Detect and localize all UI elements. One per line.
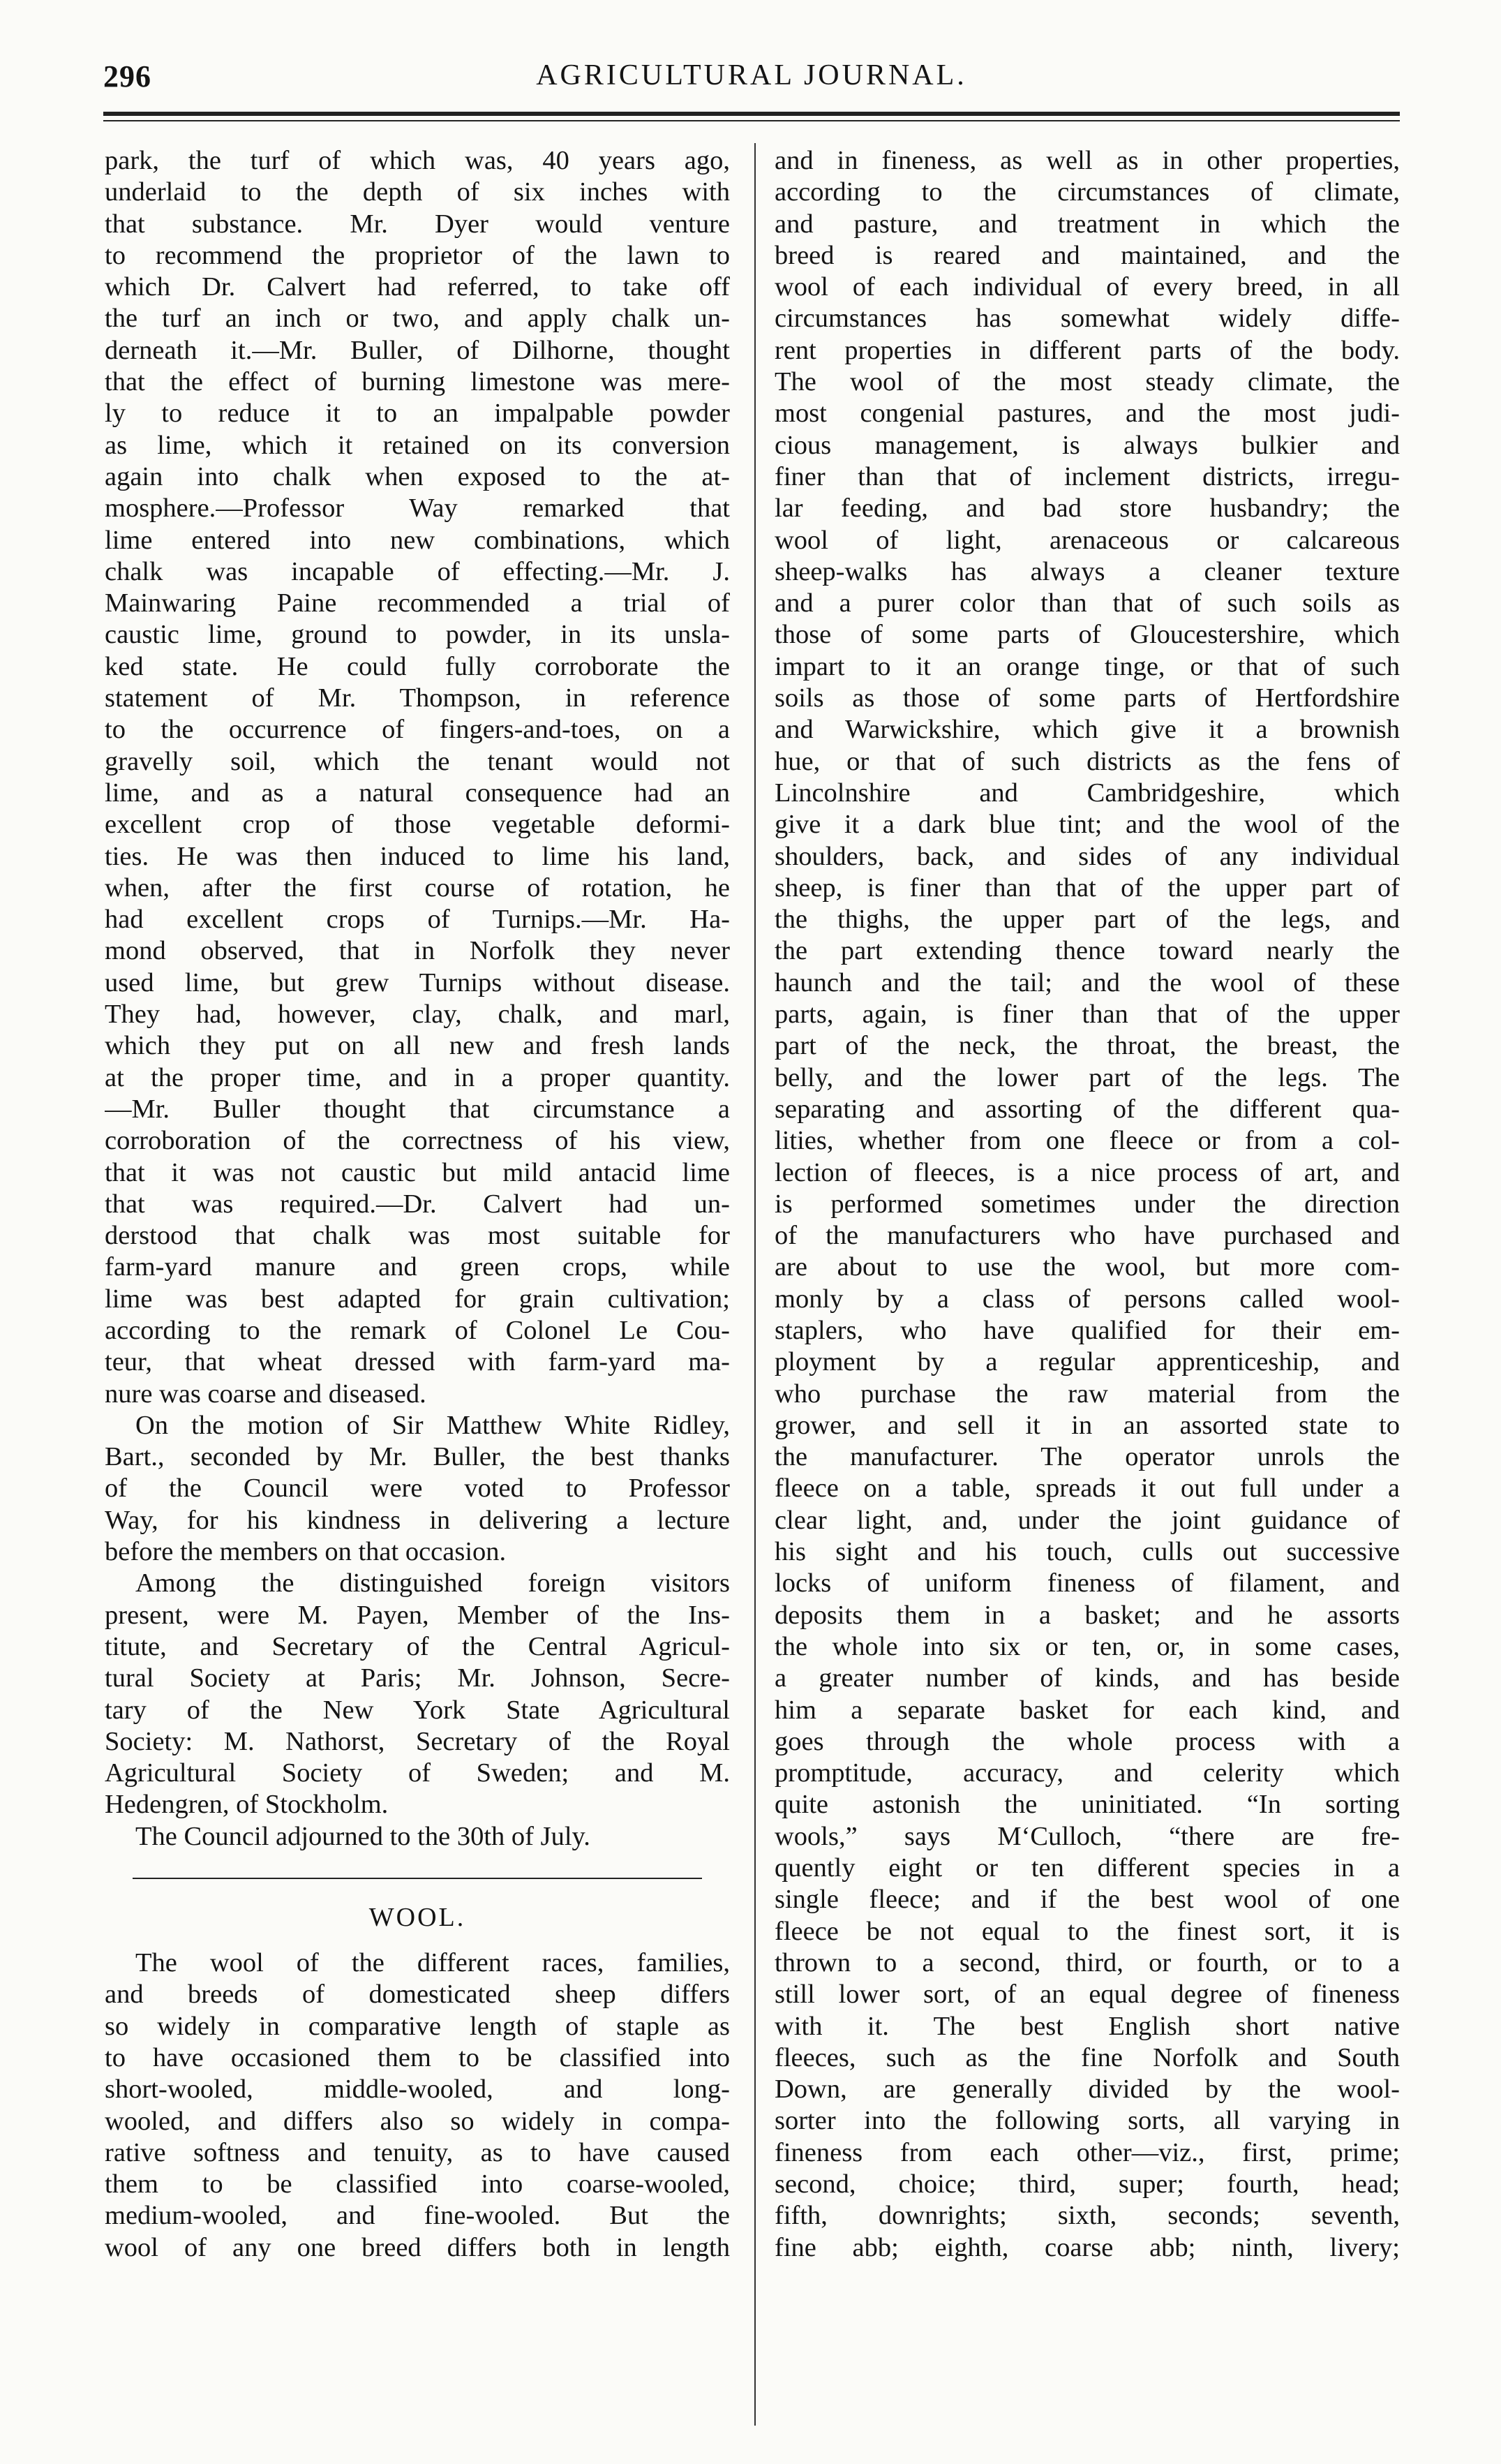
- text-line: hue, or that of such districts as the fens of: [775, 746, 1400, 776]
- text-line: chalk was incapable of effecting.—Mr. J.: [105, 556, 730, 586]
- text-line: The wool of the different races, families,: [135, 1948, 730, 1978]
- text-line: ked state. He could fully corroborate the: [105, 651, 730, 681]
- text-line: farm-yard manure and green crops, while: [105, 1252, 730, 1282]
- text-line: lime was best adapted for grain cultivation;: [105, 1284, 730, 1314]
- text-line: according to the circumstances of climate,: [775, 177, 1400, 207]
- text-line: derstood that chalk was most suitable for: [105, 1221, 730, 1251]
- text-line: finer than that of inclement districts, irregu-: [775, 461, 1400, 491]
- text-line: still lower sort, of an equal degree of fineness: [775, 1980, 1400, 2010]
- text-line: tural Society at Paris; Mr. Johnson, Secre-: [105, 1663, 730, 1693]
- paragraph: [105, 1821, 730, 1853]
- text-line: Agricultural Society of Sweden; and M.: [105, 1758, 730, 1788]
- text-line: —Mr. Buller thought that circumstance a: [105, 1094, 730, 1124]
- running-title: AGRICULTURAL JOURNAL.: [536, 59, 967, 91]
- text-line: titute, and Secretary of the Central Agricul-: [105, 1631, 730, 1661]
- page-header: [103, 59, 1400, 107]
- text-line: rative softness and tenuity, as to have caused: [105, 2137, 730, 2167]
- text-line: fifth, downrights; sixth, seconds; seventh,: [775, 2201, 1400, 2231]
- spacer: [105, 1853, 730, 1869]
- header-rule-thin: [103, 120, 1400, 121]
- text-line: sheep-walks has always a cleaner texture: [775, 556, 1400, 586]
- text-line: soils as those of some parts of Hertfordshire: [775, 683, 1400, 713]
- text-line: wool of light, arenaceous or calcareous: [775, 525, 1400, 555]
- text-line: that substance. Mr. Dyer would venture: [105, 209, 730, 239]
- text-line: cious management, is always bulkier and: [775, 430, 1400, 460]
- text-line: sorter into the following sorts, all varying in: [775, 2106, 1400, 2136]
- text-line: give it a dark blue tint; and the wool of the: [775, 810, 1400, 840]
- paragraph: [775, 145, 1400, 2264]
- text-line: quite astonish the uninitiated. “In sorting: [775, 1790, 1400, 1820]
- text-line: ties. He was then induced to lime his land,: [105, 841, 730, 871]
- text-line: with it. The best English short native: [775, 2011, 1400, 2041]
- text-line: which Dr. Calvert had referred, to take off: [105, 272, 730, 302]
- text-line: ly to reduce it to an impalpable powder: [105, 399, 730, 429]
- text-line: mosphere.—Professor Way remarked that: [105, 493, 730, 524]
- text-line: nure was coarse and diseased.: [105, 1379, 426, 1409]
- text-line: thrown to a second, third, or fourth, or to a: [775, 1947, 1400, 1977]
- text-line: Mainwaring Paine recommended a trial of: [105, 588, 730, 618]
- text-line: and pasture, and treatment in which the: [775, 209, 1400, 239]
- text-line: him a separate basket for each kind, and: [775, 1695, 1400, 1725]
- text-line: quently eight or ten different species in a: [775, 1853, 1400, 1883]
- text-line: tary of the New York State Agricultural: [105, 1695, 730, 1725]
- text-line: wool of any one breed differs both in length: [105, 2232, 730, 2262]
- text-line: of the Council were voted to Professor: [105, 1474, 730, 1504]
- text-line: fineness from each other—viz., first, prime;: [775, 2137, 1400, 2167]
- text-line: clear light, and, under the joint guidance of: [775, 1505, 1400, 1535]
- text-line: the part extending thence toward nearly the: [775, 936, 1400, 966]
- text-line: to the occurrence of fingers-and-toes, on a: [105, 715, 730, 745]
- text-line: separating and assorting of the different qua-: [775, 1094, 1400, 1124]
- text-line: rent properties in different parts of the body.: [775, 335, 1400, 365]
- text-line: as lime, which it retained on its conversion: [105, 430, 730, 460]
- text-line: goes through the whole process with a: [775, 1726, 1400, 1756]
- text-line: statement of Mr. Thompson, in reference: [105, 683, 730, 713]
- page-number: 296: [103, 59, 151, 94]
- text-line: underlaid to the depth of six inches with: [105, 177, 730, 207]
- text-line: that the effect of burning limestone was mere-: [105, 367, 730, 397]
- text-line: Lincolnshire and Cambridgeshire, which: [775, 778, 1400, 808]
- text-line: excellent crop of those vegetable deformi-: [105, 810, 730, 840]
- text-line: part of the neck, the throat, the breast, the: [775, 1031, 1400, 1061]
- text-line: the whole into six or ten, or, in some cases,: [775, 1631, 1400, 1661]
- text-line: wool of each individual of every breed, in all: [775, 272, 1400, 302]
- text-line: the manufacturer. The operator unrols the: [775, 1442, 1400, 1472]
- text-line: of the manufacturers who have purchased and: [775, 1221, 1400, 1251]
- text-line: and in fineness, as well as in other properties,: [775, 146, 1400, 175]
- text-line: who purchase the raw material from the: [775, 1379, 1400, 1409]
- text-line: park, the turf of which was, 40 years ago,: [105, 146, 730, 175]
- text-line: lime entered into new combinations, which: [105, 525, 730, 555]
- text-line: second, choice; third, super; fourth, head;: [775, 2169, 1400, 2199]
- text-line: and Warwickshire, which give it a brownish: [775, 715, 1400, 745]
- text-line: used lime, but grew Turnips without disease.: [105, 967, 730, 997]
- section-heading: WOOL.: [368, 1903, 466, 1933]
- text-line: Way, for his kindness in delivering a lecture: [105, 1505, 730, 1535]
- text-line: is performed sometimes under the direction: [775, 1189, 1400, 1219]
- text-line: shoulders, back, and sides of any individual: [775, 841, 1400, 871]
- text-line: so widely in comparative length of staple as: [105, 2011, 730, 2041]
- text-line: wooled, and differs also so widely in compa-: [105, 2106, 730, 2136]
- text-line: teur, that wheat dressed with farm-yard ma-: [105, 1347, 730, 1377]
- text-line: most congenial pastures, and the most judi-: [775, 399, 1400, 429]
- text-line: and a purer color than that of such soils as: [775, 588, 1400, 618]
- text-line: caustic lime, ground to powder, in its unsla-: [105, 620, 730, 650]
- text-line: impart to it an orange tinge, or that of such: [775, 651, 1400, 681]
- text-line: again into chalk when exposed to the at-: [105, 461, 730, 491]
- text-line: grower, and sell it in an assorted state to: [775, 1410, 1400, 1440]
- text-line: Bart., seconded by Mr. Buller, the best thanks: [105, 1442, 730, 1472]
- header-rule-thick: [103, 112, 1400, 116]
- text-line: fleece be not equal to the finest sort, it is: [775, 1916, 1400, 1946]
- left-column: [105, 145, 730, 2264]
- right-column: [775, 145, 1400, 2264]
- text-line: wools,” says M‘Culloch, “there are fre-: [775, 1821, 1400, 1851]
- text-line: Society: M. Nathorst, Secretary of the Royal: [105, 1726, 730, 1756]
- text-line: them to be classified into coarse-wooled,: [105, 2169, 730, 2199]
- paragraph: [105, 145, 730, 1410]
- text-line: had excellent crops of Turnips.—Mr. Ha-: [105, 905, 730, 935]
- section-divider: [105, 1869, 730, 1887]
- text-line: lection of fleeces, is a nice process of art, and: [775, 1157, 1400, 1187]
- column-divider: [754, 143, 756, 2426]
- text-line: a greater number of kinds, and has beside: [775, 1663, 1400, 1693]
- paragraph: [105, 1568, 730, 1820]
- text-line: On the motion of Sir Matthew White Ridley,: [135, 1410, 730, 1440]
- text-line: mond observed, that in Norfolk they never: [105, 936, 730, 966]
- text-line: haunch and the tail; and the wool of these: [775, 967, 1400, 997]
- text-line: fleece on a table, spreads it out full under a: [775, 1474, 1400, 1504]
- text-line: circumstances has somewhat widely diffe-: [775, 304, 1400, 334]
- text-line: according to the remark of Colonel Le Cou-: [105, 1315, 730, 1345]
- text-line: to recommend the proprietor of the lawn to: [105, 240, 730, 270]
- text-line: when, after the first course of rotation, he: [105, 873, 730, 903]
- text-line: They had, however, clay, chalk, and marl,: [105, 1000, 730, 1030]
- text-line: to have occasioned them to be classified into: [105, 2042, 730, 2072]
- text-line: that was required.—Dr. Calvert had un-: [105, 1189, 730, 1219]
- text-line: Among the distinguished foreign visitors: [135, 1568, 730, 1598]
- text-line: belly, and the lower part of the legs. The: [775, 1062, 1400, 1092]
- text-line: are about to use the wool, but more com-: [775, 1252, 1400, 1282]
- text-line: fleeces, such as the fine Norfolk and South: [775, 2042, 1400, 2072]
- text-line: breed is reared and maintained, and the: [775, 240, 1400, 270]
- text-line: ployment by a regular apprenticeship, and: [775, 1347, 1400, 1377]
- paragraph: [105, 1947, 730, 2264]
- text-line: parts, again, is finer than that of the upper: [775, 1000, 1400, 1030]
- text-line: single fleece; and if the best wool of one: [775, 1885, 1400, 1915]
- text-line: The Council adjourned to the 30th of July.: [135, 1821, 590, 1851]
- text-line: his sight and his touch, culls out successive: [775, 1537, 1400, 1567]
- text-line: that it was not caustic but mild antacid lime: [105, 1157, 730, 1187]
- text-line: staplers, who have qualified for their em-: [775, 1315, 1400, 1345]
- text-line: the turf an inch or two, and apply chalk un-: [105, 304, 730, 334]
- text-line: corroboration of the correctness of his view,: [105, 1126, 730, 1156]
- text-line: before the members on that occasion.: [105, 1537, 507, 1567]
- text-line: lities, whether from one fleece or from a col-: [775, 1126, 1400, 1156]
- text-line: gravelly soil, which the tenant would not: [105, 746, 730, 776]
- text-line: those of some parts of Gloucestershire, which: [775, 620, 1400, 650]
- text-line: medium-wooled, and fine-wooled. But the: [105, 2201, 730, 2231]
- text-line: monly by a class of persons called wool-: [775, 1284, 1400, 1314]
- text-line: and breeds of domesticated sheep differs: [105, 1980, 730, 2010]
- text-line: fine abb; eighth, coarse abb; ninth, livery;: [775, 2232, 1400, 2262]
- text-line: derneath it.—Mr. Buller, of Dilhorne, thought: [105, 335, 730, 365]
- text-line: promptitude, accuracy, and celerity which: [775, 1758, 1400, 1788]
- text-line: The wool of the most steady climate, the: [775, 367, 1400, 397]
- text-line: lar feeding, and bad store husbandry; the: [775, 493, 1400, 524]
- text-line: which they put on all new and fresh lands: [105, 1031, 730, 1061]
- text-line: sheep, is finer than that of the upper part of: [775, 873, 1400, 903]
- text-line: the thighs, the upper part of the legs, and: [775, 905, 1400, 935]
- text-line: deposits them in a basket; and he assorts: [775, 1600, 1400, 1630]
- text-line: short-wooled, middle-wooled, and long-: [105, 2075, 730, 2105]
- paragraph: [105, 1410, 730, 1568]
- text-line: locks of uniform fineness of filament, and: [775, 1568, 1400, 1598]
- text-line: Down, are generally divided by the wool-: [775, 2075, 1400, 2105]
- text-line: at the proper time, and in a proper quantity.: [105, 1062, 730, 1092]
- text-line: lime, and as a natural consequence had an: [105, 778, 730, 808]
- text-line: Hedengren, of Stockholm.: [105, 1790, 389, 1820]
- text-line: present, were M. Payen, Member of the Ins-: [105, 1600, 730, 1630]
